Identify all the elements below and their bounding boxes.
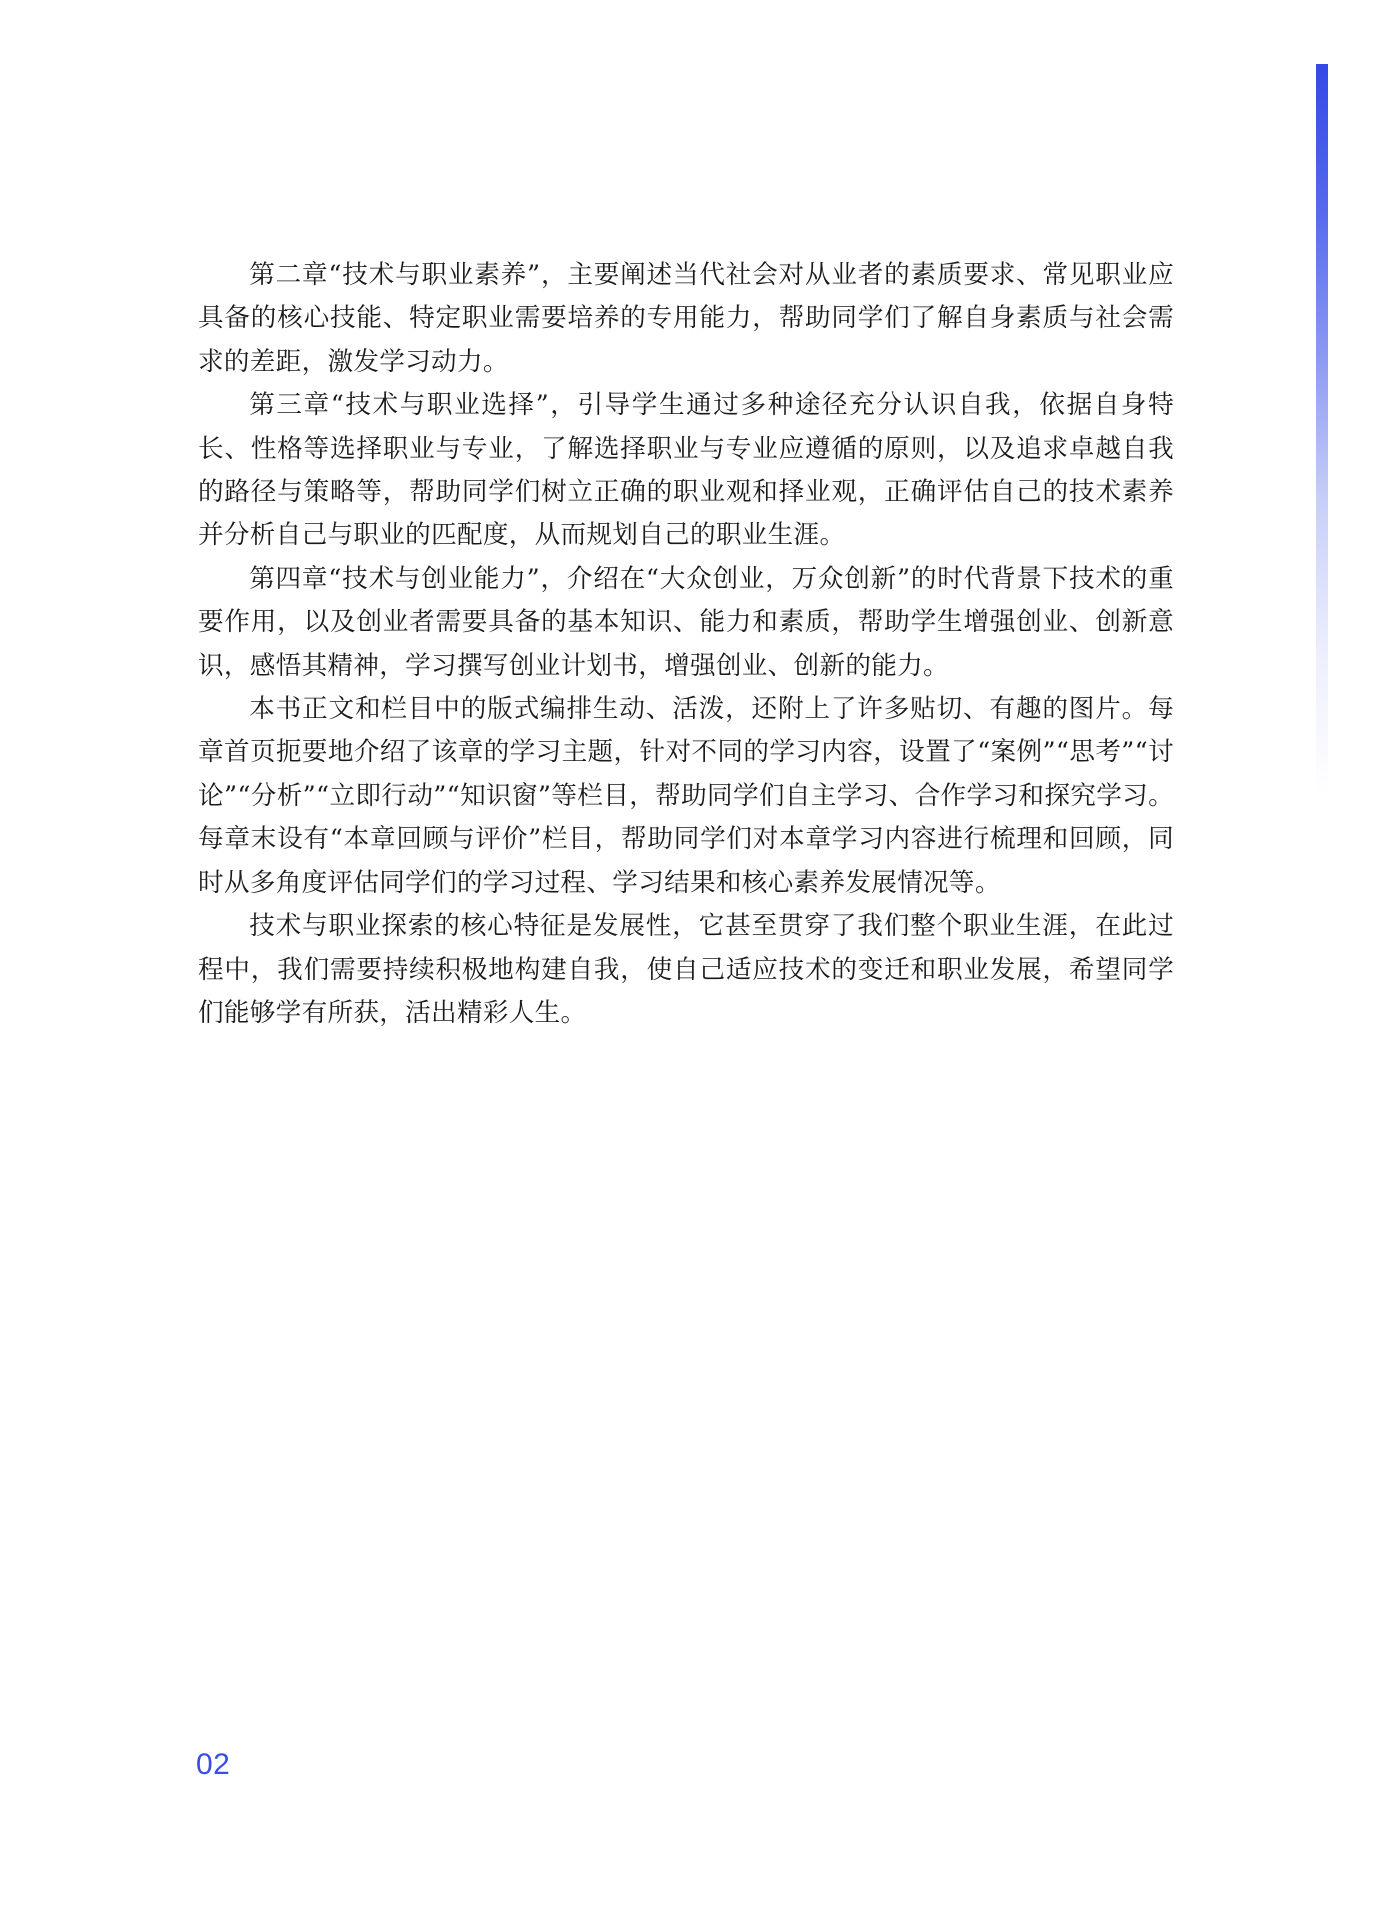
paragraph-chapter-4: 第四章“技术与创业能力”，介绍在“大众创业，万众创新”的时代背景下技术的重要作用，以及创业者需要具备的基本知识、能力和素质，帮助学生增强创业、创新意识，感悟其精神，学习撰写创业计划书，增强创业、创新的能力。 bbox=[198, 563, 1174, 681]
decorative-side-bar bbox=[1316, 64, 1328, 794]
body-text bbox=[198, 254, 1174, 1035]
page-number: 02 bbox=[196, 1748, 231, 1781]
paragraph-chapter-2: 第二章“技术与职业素养”，主要阐述当代社会对从业者的素质要求、常见职业应具备的核心技能、特定职业需要培养的专用能力，帮助同学们了解自身素质与社会需求的差距，激发学习动力。 bbox=[198, 260, 1174, 377]
paragraph-chapter-3: 第三章“技术与职业选择”，引导学生通过多种途径充分认识自我，依据自身特长、性格等选择职业与专业，了解选择职业与专业应遵循的原则，以及追求卓越自我的路径与策略等，帮助同学们树立正确的职业观和择业观，正确评估自己的技术素养并分析自己与职业的匹配度，从而规划自己的职业生涯。 bbox=[198, 390, 1174, 551]
paragraph-layout-description: 本书正文和栏目中的版式编排生动、活泼，还附上了许多贴切、有趣的图片。每章首页扼要地介绍了该章的学习主题，针对不同的学习内容，设置了“案例”“思考”“讨论”“分析”“立即行动”“知识窗”等栏目，帮助同学们自主学习、合作学习和探究学习。每章末设有“本章回顾与评价”栏目，帮助同学们对本章学习内容进行梳理和回顾，同时从多角度评估同学们的学习过程、学习结果和核心素养发展情况等。 bbox=[198, 694, 1174, 898]
paragraph-conclusion: 技术与职业探索的核心特征是发展性，它甚至贯穿了我们整个职业生涯，在此过程中，我们需要持续积极地构建自我，使自己适应技术的变迁和职业发展，希望同学们能够学有所获，活出精彩人生。 bbox=[198, 911, 1174, 1028]
